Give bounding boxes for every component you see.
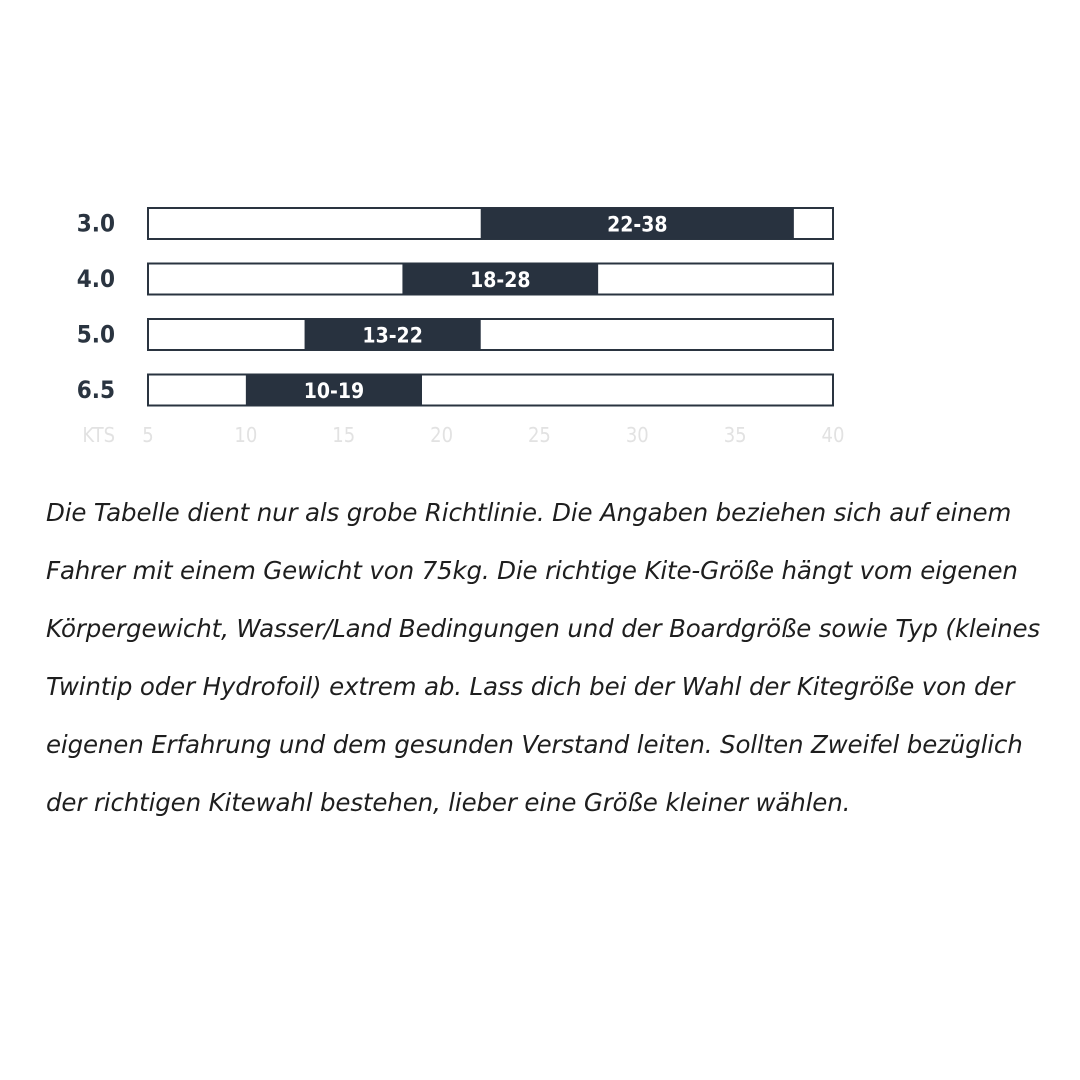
- x-tick-label: 25: [527, 423, 551, 447]
- wind-range-label: 13-22: [362, 323, 423, 348]
- x-tick-label: 30: [625, 423, 649, 447]
- x-axis: [82, 423, 844, 447]
- kite-size-label: 3.0: [76, 209, 115, 238]
- x-tick-label: 10: [234, 423, 258, 447]
- x-tick-label: 15: [332, 423, 356, 447]
- range-row: [77, 319, 833, 350]
- x-tick-label: 40: [821, 423, 845, 447]
- kite-size-label: 4.0: [76, 265, 115, 293]
- range-row: [77, 264, 833, 295]
- x-tick-label: 20: [430, 423, 454, 447]
- wind-range-label: 18-28: [470, 268, 531, 292]
- range-track: [148, 319, 833, 350]
- range-row: [77, 375, 833, 406]
- x-tick-label: 35: [723, 423, 747, 447]
- x-tick-label: 5: [142, 423, 154, 447]
- range-row: [77, 208, 833, 239]
- kite-size-label: 5.0: [76, 320, 115, 349]
- kite-size-wind-range-chart: [0, 0, 1080, 470]
- chart-description: Die Tabelle dient nur als grobe Richtlinie. Die Angaben beziehen sich auf einem Fahrer mit einem Gewicht von 75kg. Die richtige Kite-Größe hängt vom eigenen Körpergewicht, Wasser/Land Bedingungen und der Boardgröße sowie Typ (kleines Twintip oder Hydrofoil) extrem ab. Lass dich bei der Wahl der Kitegröße von der eigenen Erfahrung und dem gesunden Verstand leiten. Sollten Zweifel bezüglich der richtigen Kitewahl bestehen, lieber eine Größe kleiner wählen.: [46, 498, 1041, 817]
- x-axis-unit-label: KTS: [82, 423, 115, 447]
- wind-range-label: 10-19: [303, 379, 365, 403]
- wind-range-label: 22-38: [607, 212, 668, 237]
- kite-size-label: 6.5: [76, 376, 115, 404]
- chart-rows: [77, 208, 833, 406]
